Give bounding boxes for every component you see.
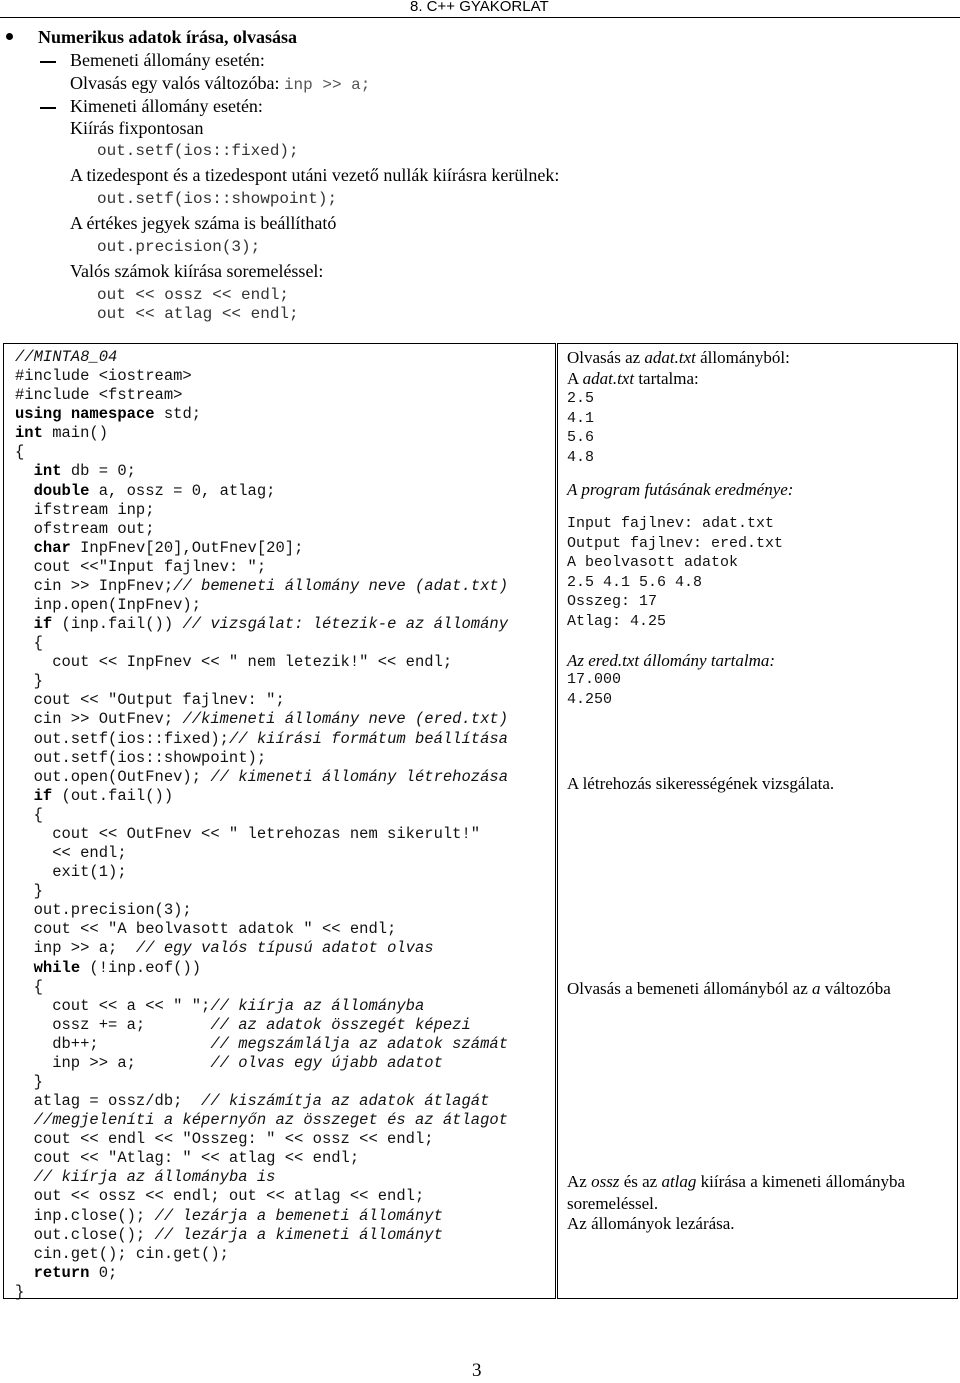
output-line: Osszeg: 17: [567, 593, 658, 610]
code-line: db++; // megszámlálja az adatok számát: [15, 1034, 508, 1053]
note-text: A: [567, 369, 583, 388]
header-rule: [0, 17, 960, 18]
code-line: ofstream out;: [15, 519, 155, 538]
run-output: [567, 514, 783, 631]
code-line: if (out.fail()): [33, 786, 174, 805]
dash-icon: [40, 107, 56, 109]
code-line: using namespace std;: [15, 405, 202, 424]
create-check-note: A létrehozás sikerességének vizsgálata.: [567, 774, 835, 793]
code-line: double a, ossz = 0, atlag;: [33, 481, 276, 500]
code-line: {: [15, 634, 43, 653]
input-value: 2.5: [567, 390, 595, 407]
read-from-note: [567, 348, 790, 368]
code-line: out.setf(ios::fixed);// kiírási formátum beállítása: [15, 729, 508, 748]
section-title: Numerikus adatok írása, olvasása: [38, 27, 298, 47]
code-line: // kiírja az állományba is: [33, 1168, 276, 1187]
code-line: {: [15, 443, 25, 462]
input-value: 5.6: [567, 429, 595, 446]
note-text: Olvasás az: [567, 348, 645, 367]
output-line: A beolvasott adatok: [567, 554, 739, 571]
code-listing: [15, 348, 508, 1302]
code-listing-panel: [3, 343, 556, 1299]
code-line: cout << endl << "Osszeg: " << ossz << endl;: [15, 1130, 434, 1149]
newline-label: Valós számok kiírása soremeléssel:: [70, 261, 324, 281]
note-text: tartalma:: [634, 369, 699, 388]
variable-name: a: [812, 979, 821, 998]
code-line: inp >> a; // olvas egy újabb adatot: [15, 1053, 443, 1072]
input-read-code: inp >> a;: [283, 76, 371, 94]
ered-value: 17.000: [567, 671, 622, 688]
code-line: out.open(OutFnev); // kimeneti állomány létrehozása: [15, 767, 508, 786]
code-line: ossz += a; // az adatok összegét képezi: [15, 1015, 471, 1034]
input-values-list: [567, 389, 594, 467]
code-line: cout <<"Input fajlnev: ";: [15, 557, 267, 576]
ered-value: 4.250: [567, 690, 613, 708]
variable-name: ossz: [591, 1172, 620, 1191]
input-heading: Bemeneti állomány esetén:: [70, 50, 265, 70]
code-line: return 0;: [33, 1263, 118, 1282]
newline-code-2: out << atlag << endl;: [97, 305, 299, 323]
ered-values-list: [567, 670, 621, 709]
note-text: állományból:: [695, 348, 790, 367]
code-line: cout << "Output fajlnev: ";: [15, 691, 285, 710]
output-line: Output fajlnev: ered.txt: [567, 534, 784, 552]
note-text: és az: [619, 1172, 662, 1191]
run-result-label: A program futásának eredménye:: [567, 480, 794, 499]
code-line: }: [15, 882, 43, 901]
code-line: exit(1);: [15, 863, 127, 882]
close-files-note: Az állományok lezárása.: [567, 1214, 735, 1233]
input-value: 4.1: [567, 409, 595, 427]
code-line: cout << InpFnev << " nem letezik!" << endl;: [15, 653, 453, 672]
output-line: Atlag: 4.25: [567, 612, 667, 630]
code-line: cout << OutFnev << " letrehozas nem sikerult!": [15, 824, 481, 843]
fixed-code: out.setf(ios::fixed);: [97, 142, 299, 160]
file-name: adat.txt: [644, 348, 696, 367]
code-line: //MINTA8_04: [15, 348, 118, 366]
code-line: cin >> OutFnev; //kimeneti állomány neve (ered.txt): [15, 710, 508, 729]
note-text: kiírása a kimeneti állományba soremeléssel.: [567, 1172, 906, 1213]
code-line: cin >> InpFnev;// bemeneti állomány neve (adat.txt): [15, 576, 508, 595]
code-line: int db = 0;: [33, 462, 136, 481]
note-text: Az: [567, 1172, 592, 1191]
bullet-icon: [6, 33, 13, 40]
ered-content-label: Az ered.txt állomány tartalma:: [567, 651, 776, 670]
precision-label: A értékes jegyek száma is beállítható: [70, 213, 337, 233]
page-number: 3: [472, 1360, 482, 1381]
code-line: //megjeleníti a képernyőn az összeget és az átlagot: [33, 1111, 508, 1130]
write-note: [567, 1171, 952, 1215]
explanation-panel: [557, 343, 958, 1299]
code-line: cout << a << " ";// kiírja az állományba: [15, 996, 425, 1015]
note-text: Olvasás a bemeneti állományból az: [567, 979, 812, 998]
note-text: változóba: [820, 979, 891, 998]
content-note: [567, 369, 699, 389]
code-line: while (!inp.eof()): [33, 958, 202, 977]
code-line: cin.get(); cin.get();: [15, 1244, 229, 1263]
code-line: #include <fstream>: [15, 386, 183, 405]
read-into-note: [567, 979, 891, 999]
code-line: inp.close(); // lezárja a bemeneti állományt: [15, 1206, 443, 1225]
code-line: char InpFnev[20],OutFnev[20];: [33, 538, 304, 557]
code-line: int main(): [15, 424, 109, 443]
code-line: atlag = ossz/db; // kiszámítja az adatok átlagát: [15, 1092, 490, 1111]
code-line: inp >> a; // egy valós típusú adatot olvas: [15, 939, 434, 958]
input-value: 4.8: [567, 448, 595, 466]
variable-name: atlag: [661, 1172, 697, 1191]
input-read-label: [70, 73, 370, 94]
code-line: cout << "Atlag: " << atlag << endl;: [15, 1149, 360, 1168]
code-line: << endl;: [15, 844, 127, 863]
code-line: {: [15, 977, 43, 996]
showpoint-code: out.setf(ios::showpoint);: [97, 190, 338, 208]
code-line: }: [15, 672, 43, 691]
showpoint-label: A tizedespont és a tizedespont utáni vezető nullák kiírásra kerülnek:: [70, 165, 560, 185]
code-line: out << ossz << endl; out << atlag << endl;: [15, 1187, 425, 1206]
file-name: adat.txt: [582, 369, 635, 388]
code-line: }: [15, 1072, 43, 1091]
dash-icon: [40, 61, 56, 63]
code-line: inp.open(InpFnev);: [15, 596, 202, 615]
chapter-title: 8. C++ GYAKORLAT: [410, 0, 549, 15]
code-line: cout << "A beolvasott adatok " << endl;: [15, 920, 397, 939]
output-line: Input fajlnev: adat.txt: [567, 515, 775, 532]
fixed-label: Kiírás fixpontosan: [70, 118, 204, 138]
code-line: #include <iostream>: [15, 367, 192, 386]
code-line: }: [15, 1282, 25, 1301]
input-read-text: Olvasás egy valós változóba:: [70, 73, 280, 93]
code-line: out.setf(ios::showpoint);: [15, 748, 267, 767]
code-line: out.close(); // lezárja a kimeneti állományt: [15, 1225, 443, 1244]
code-line: if (inp.fail()) // vizsgálat: létezik-e az állomány: [33, 615, 509, 634]
newline-code-1: out << ossz << endl;: [97, 286, 290, 304]
code-line: {: [15, 805, 43, 824]
code-line: ifstream inp;: [15, 500, 155, 519]
output-line: 2.5 4.1 5.6 4.8: [567, 573, 703, 591]
code-line: out.precision(3);: [15, 901, 192, 920]
output-heading: Kimeneti állomány esetén:: [70, 96, 263, 116]
precision-code: out.precision(3);: [97, 238, 261, 256]
